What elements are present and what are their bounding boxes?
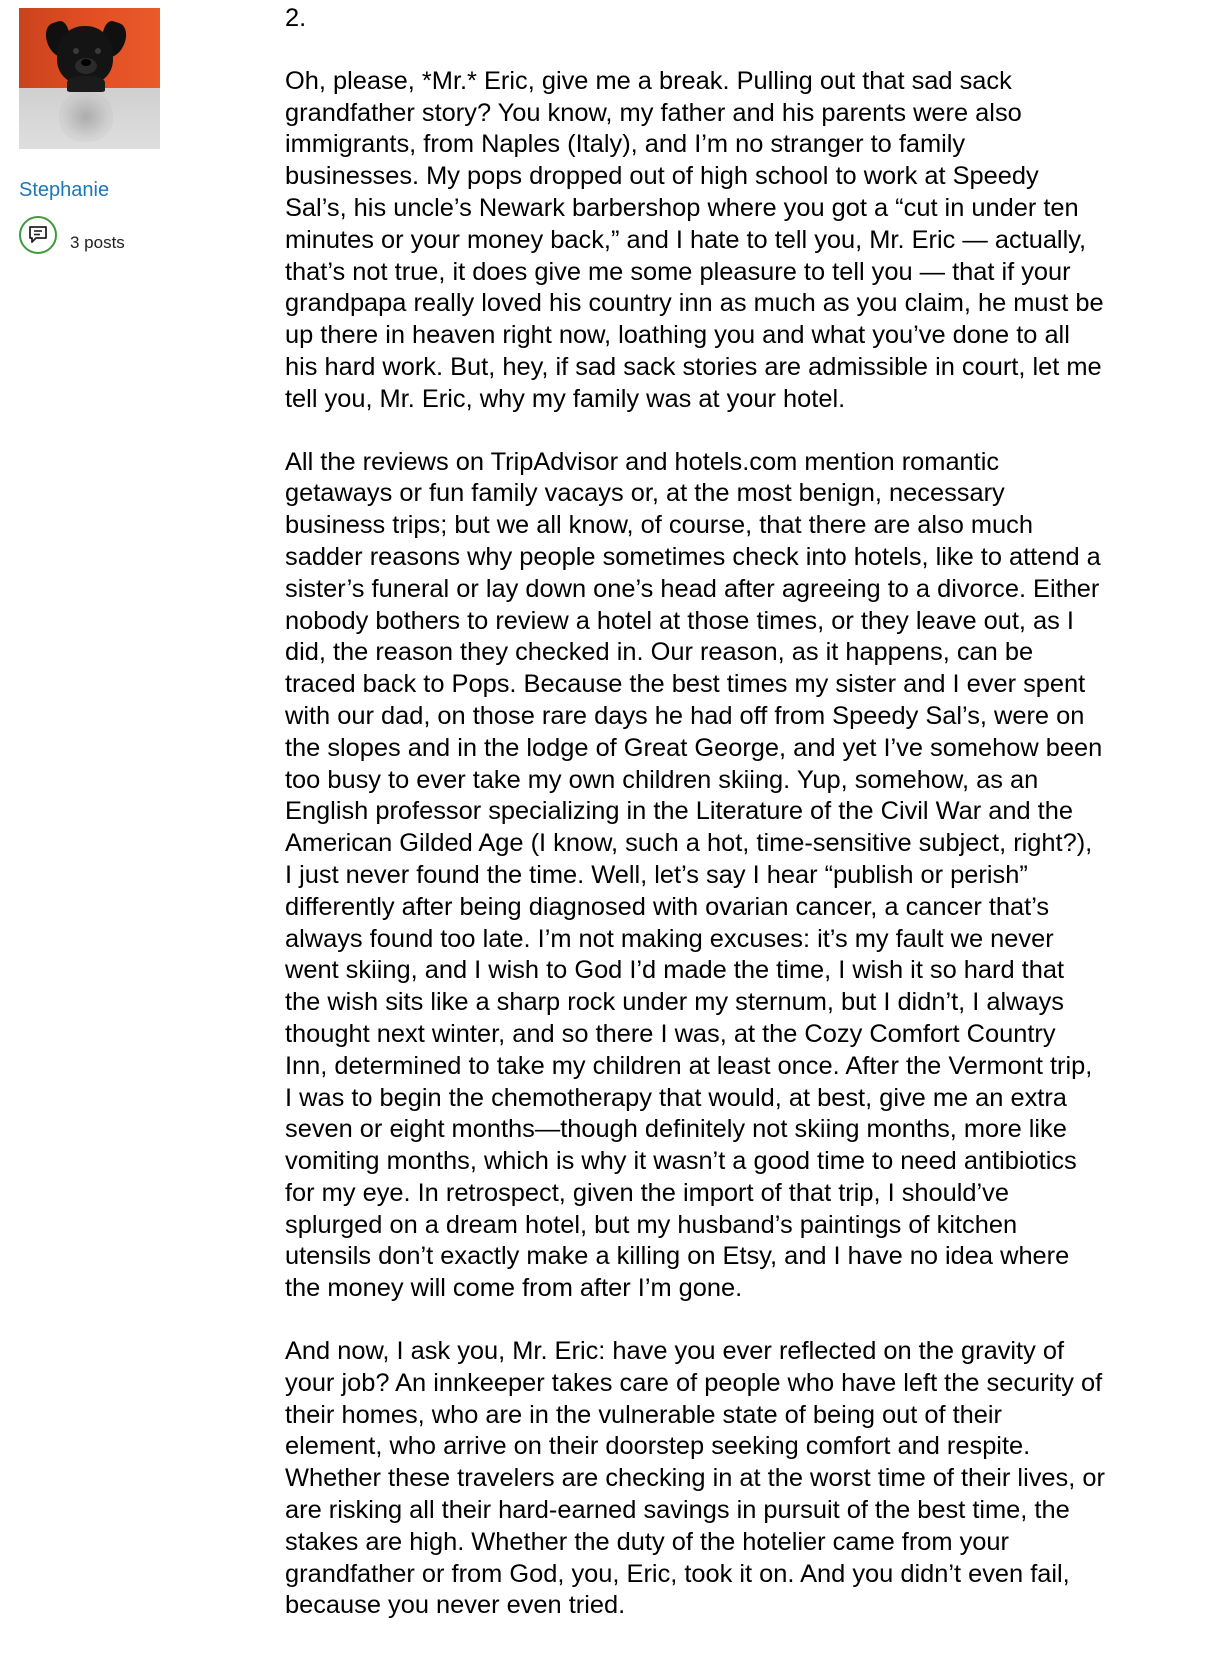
dog-eye-right bbox=[95, 48, 101, 54]
post-body bbox=[285, 3, 1185, 1653]
dog-eye-left bbox=[73, 48, 79, 54]
avatar[interactable] bbox=[19, 8, 160, 149]
post-count: 3 posts bbox=[70, 233, 125, 252]
post-paragraph-1: Oh, please, *Mr.* Eric, give me a break. Pulling out that sad sack grandfather story? You know, my father and his parents were also immigrants, from Naples (Italy), and I’m no stranger to family businesses. My pops dropped out of high school to work at Speedy Sal’s, his uncle’s Newark barbershop where you got a “cut in under ten minutes or your money back,” and I hate to tell you, Mr. Eric — actually, that’s not true, it does give me some pleasure to tell you — that if your grandpapa really loved his country inn as much as you claim, he must be up there in heaven right now, loathing you and what you’ve done to all his hard work. But, hey, if sad sack stories are admissible in court, let me tell you, Mr. Eric, why my family was at your hotel. bbox=[285, 66, 1104, 413]
user-sidebar bbox=[19, 8, 179, 254]
username-link[interactable]: Stephanie bbox=[19, 179, 110, 201]
post-paragraph-2: All the reviews on TripAdvisor and hotels.com mention romantic getaways or fun family vacays or, at the most benign, necessary business trips; but we all know, of course, that there are also much sadder reasons why people sometimes check into hotels, like to attend a sister’s funeral or lay down one’s head after agreeing to a divorce. Either nobody bothers to review a hotel at those times, or they leave out, as I did, the reason they checked in. Our reason, as it happens, can be traced back to Pops. Because the best times my sister and I ever spent with our dad, on those rare days he had off from Speedy Sal’s, were on the slopes and in the lodge of Great George, and yet I’ve somehow been too busy to ever take my own children skiing. Yup, somehow, as an English professor specializing in the Literature of the Civil War and the American Gilded Age (I know, such a hot, time-sensitive subject, right?), I just never found the time. Well, let’s say I hear “publish or perish” differently after being diagnosed with ovarian cancer, a cancer that’s always found too late. I’m not making excuses: it’s my fault we never went skiing, and I wish to God I’d made the time, I wish it so hard that the wish sits like a sharp rock under my sternum, but I didn’t, I always thought next winter, and so there I was, at the Cozy Comfort Country Inn, determined to take my children at least once. After the Vermont trip, I was to begin the chemotherapy that would, at best, give me an extra seven or eight months—though definitely not skiing months, more like vomiting months, which is why it wasn’t a good time to need antibiotics for my eye. In retrospect, given the import of that trip, I should’ve splurged on a dream hotel, but my husband’s paintings of kitchen utensils don’t exactly make a killing on Etsy, and I have no idea where the money will come from after I’m gone. bbox=[285, 447, 1103, 1303]
dog-nose bbox=[81, 59, 91, 66]
dog-chest bbox=[67, 76, 105, 92]
post-paragraph-3: And now, I ask you, Mr. Eric: have you ever reflected on the gravity of your job? An innkeeper takes care of people who have left the security of their homes, who are in the vulnerable state of being out of their element, who arrive on their doorstep seeking comfort and respite. Whether these travelers are checking in at the worst time of their lives, or are risking all their hard-earned savings in pursuit of the best time, the stakes are high. Whether the duty of the hotelier came from your grandfather or from God, you, Eric, took it on. And you didn’t even fail, because you never even tried. bbox=[285, 1337, 1105, 1620]
post-number: 2. bbox=[285, 4, 307, 32]
post-count-row bbox=[19, 216, 179, 254]
speech-bubble-icon[interactable] bbox=[19, 216, 57, 254]
speech-bubble-svg bbox=[26, 223, 50, 247]
avatar-reflection bbox=[59, 92, 113, 142]
